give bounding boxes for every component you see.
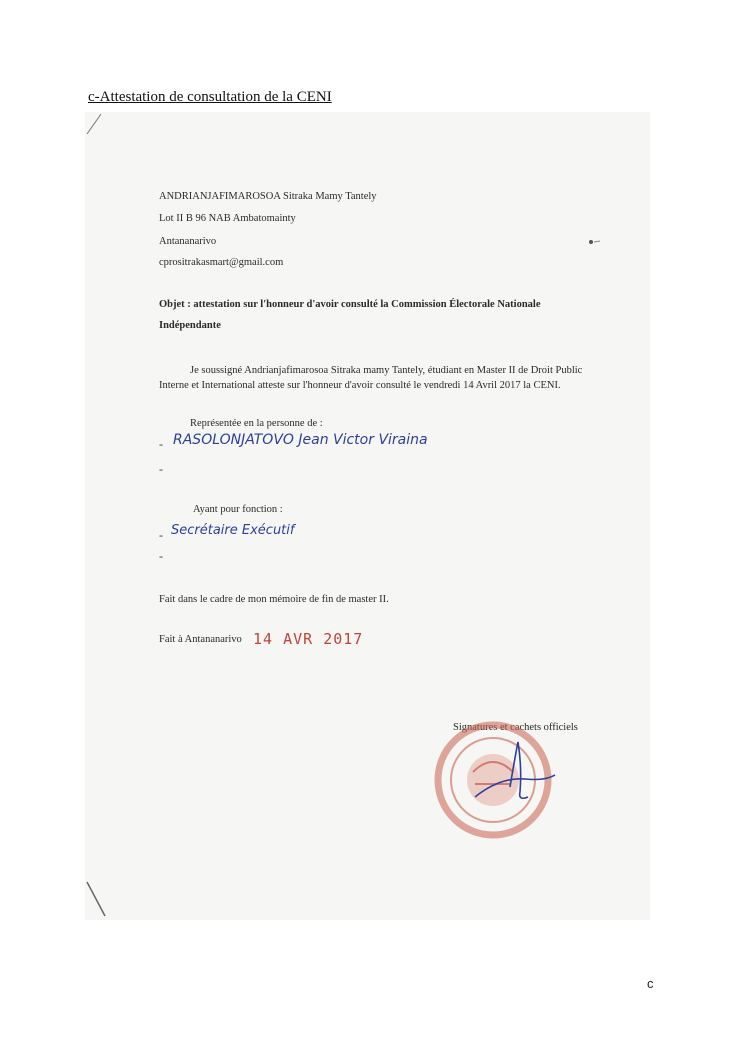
handwritten-representative-name: RASOLONJATOVO Jean Victor Viraina bbox=[173, 432, 428, 448]
dash-marker: - bbox=[159, 549, 163, 563]
scanned-letter bbox=[85, 112, 650, 920]
represented-label: Représentée en la personne de : bbox=[190, 418, 323, 429]
sender-city: Antananarivo bbox=[159, 236, 217, 247]
scan-speck bbox=[585, 237, 605, 247]
date-stamp: 14 AVR 2017 bbox=[253, 630, 364, 648]
sender-email: cprositrakasmart@gmail.com bbox=[159, 257, 284, 268]
dash-marker: - bbox=[159, 462, 163, 476]
dash-marker: - bbox=[159, 437, 163, 451]
context-line: Fait dans le cadre de mon mémoire de fin de master II. bbox=[159, 594, 389, 605]
attestation-body: Je soussigné Andrianjafimarosoa Sitraka mamy Tantely, étudiant en Master II de Droit Public Interne et International atteste sur l'honneur d'avoir consulté le vendredi 14 Avril 2017 la CENI. bbox=[159, 365, 583, 391]
signature-mark bbox=[470, 737, 560, 807]
function-label: Ayant pour fonction : bbox=[193, 504, 283, 515]
page-number: c bbox=[647, 976, 654, 991]
handwritten-function: Secrétaire Exécutif bbox=[171, 523, 295, 538]
section-title: c-Attestation de consultation de la CENI bbox=[88, 89, 332, 105]
dash-marker: - bbox=[159, 528, 163, 542]
subject-line-1: Objet : attestation sur l'honneur d'avoir consulté la Commission Électorale Nationale bbox=[159, 299, 541, 310]
subject-line-2: Indépendante bbox=[159, 320, 221, 331]
sender-address: Lot II B 96 NAB Ambatomainty bbox=[159, 213, 296, 224]
sender-name: ANDRIANJAFIMAROSOA Sitraka Mamy Tantely bbox=[159, 191, 377, 202]
signatures-label: Signatures et cachets officiels bbox=[453, 722, 578, 733]
scan-corner-mark-bottom bbox=[85, 880, 109, 920]
place-label: Fait à Antananarivo bbox=[159, 634, 242, 645]
scan-corner-mark-top bbox=[85, 112, 105, 136]
